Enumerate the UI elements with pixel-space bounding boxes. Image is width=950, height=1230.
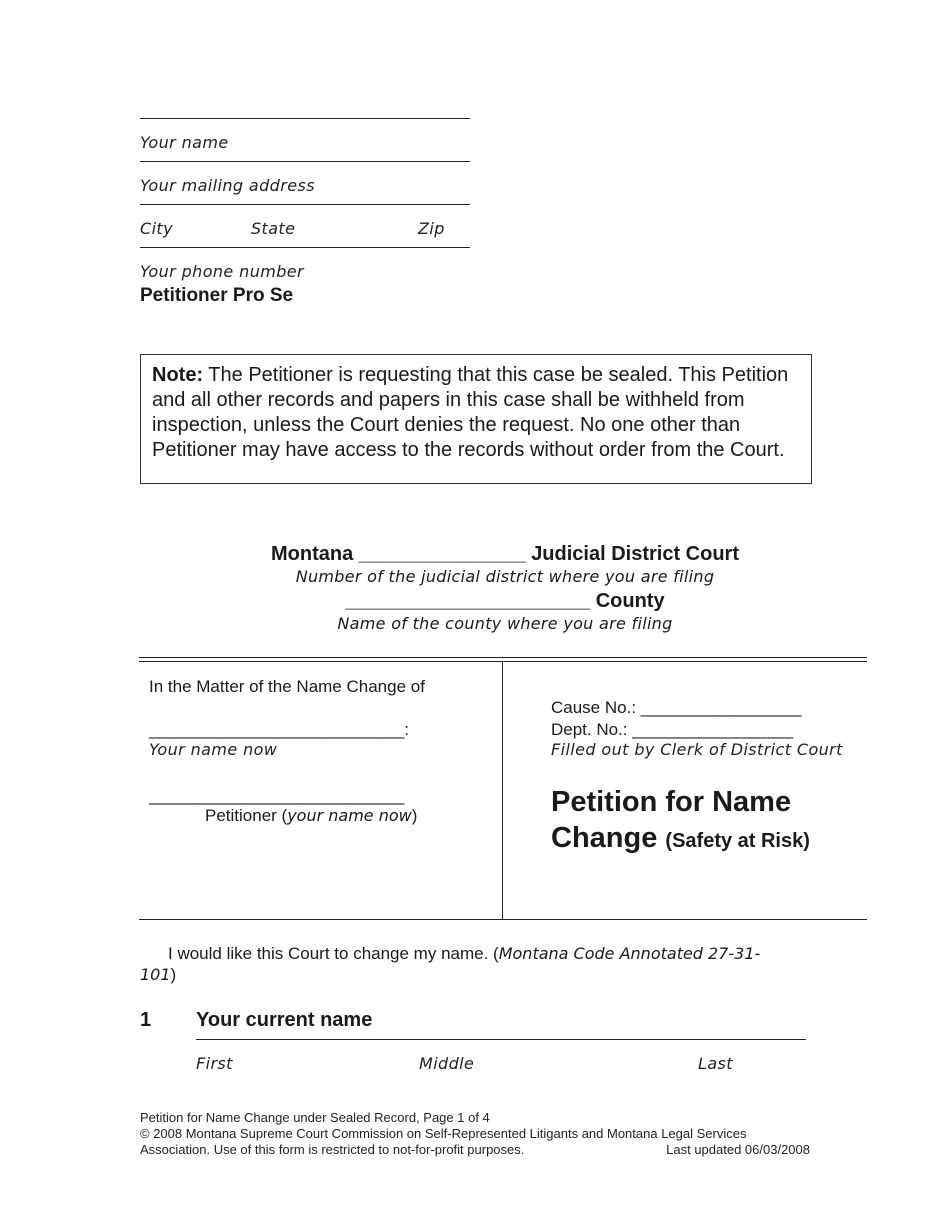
court-name: Judicial District Court: [531, 543, 739, 565]
name-now-label: Your name now: [149, 740, 278, 759]
intro-line2-plain: ): [170, 965, 177, 984]
sealed-note-box: [140, 354, 812, 484]
zip-label: Zip: [418, 219, 445, 238]
county-blank: ______________________: [345, 590, 591, 612]
county-word: County: [595, 590, 665, 612]
petitioner-suffix: ): [411, 806, 418, 825]
petition-title-line2: [551, 820, 810, 859]
intro-line2-italic: 101: [140, 965, 171, 984]
caption-bottom-rule: [139, 919, 867, 920]
county-hint: Name of the county where you are filing: [337, 614, 673, 633]
petitioner-blank: ___________________________: [149, 786, 405, 805]
address-label: Your mailing address: [140, 176, 315, 195]
clerk-note: Filled out by Clerk of District Court: [551, 740, 843, 759]
city-label: City: [140, 219, 173, 238]
petition-title-suffix: (Safety at Risk): [665, 830, 810, 852]
intro-plain: I would like this Court to change my name. (: [168, 944, 499, 963]
petition-title-line1: Petition for Name: [551, 786, 792, 818]
name-line: [140, 118, 470, 119]
petitioner-caption: [205, 806, 417, 826]
petitioner-italic: your name now: [287, 806, 412, 825]
county-line: [140, 590, 870, 613]
footer-line2: © 2008 Montana Supreme Court Commission on Self-Represented Litigants and Montana Legal Services: [140, 1126, 747, 1141]
cause-number: Cause No.: _________________: [551, 698, 802, 717]
dept-number: Dept. No.: _________________: [551, 720, 793, 739]
matter-of-text: In the Matter of the Name Change of: [149, 677, 425, 696]
court-title-line: [140, 543, 870, 566]
note-label: Note:: [152, 364, 204, 386]
state-label: State: [251, 219, 296, 238]
note-text: The Petitioner is requesting that this case be sealed. This Petition and all other records and papers in this case shall be withheld from inspection, unless the Court denies the request. No one other than Petitioner may have access to the records without order from the Court.: [152, 364, 789, 461]
name-now-blank: ___________________________:: [149, 720, 409, 739]
district-blank: _______________: [358, 543, 526, 565]
name-label: Your name: [140, 133, 229, 152]
intro-italic: Montana Code Annotated 27-31-: [498, 944, 761, 963]
current-name-line: [196, 1039, 806, 1040]
petition-title-change: Change: [551, 822, 658, 854]
first-label: First: [196, 1054, 233, 1073]
page-footer: [140, 1110, 810, 1158]
middle-label: Middle: [419, 1054, 475, 1073]
caption-top-rule: [139, 657, 867, 662]
petition-title: [551, 784, 810, 859]
footer-line1: Petition for Name Change under Sealed Record, Page 1 of 4: [140, 1110, 490, 1125]
petitioner-prefix: Petitioner (: [205, 806, 288, 825]
last-label: Last: [698, 1054, 733, 1073]
intro-line-2: [140, 965, 176, 985]
section-number: 1: [140, 1009, 152, 1031]
address-line: [140, 161, 470, 162]
footer-line3: Association. Use of this form is restricted to not-for-profit purposes.: [140, 1142, 525, 1157]
intro-line-1: [168, 944, 760, 964]
court-state: Montana: [270, 543, 354, 565]
section-title: Your current name: [196, 1009, 373, 1031]
city-state-zip-line: [140, 204, 470, 205]
phone-line: [140, 247, 470, 248]
district-hint: Number of the judicial district where you are filing: [295, 567, 715, 586]
caption-divider: [502, 661, 503, 920]
footer-updated: Last updated 06/03/2008: [666, 1142, 810, 1157]
petitioner-role: Petitioner Pro Se: [140, 285, 294, 306]
phone-label: Your phone number: [140, 262, 305, 281]
